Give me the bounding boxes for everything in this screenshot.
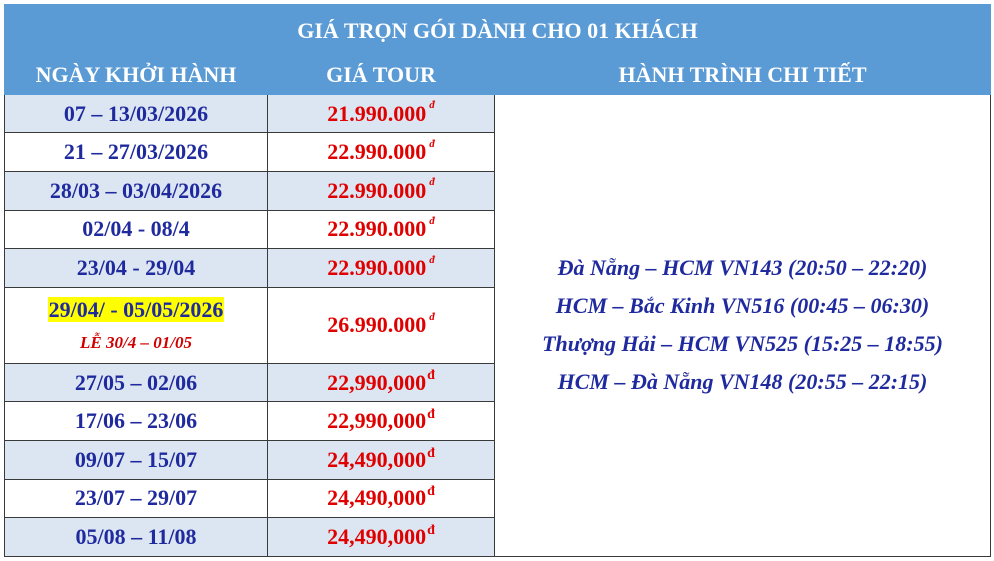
departure-date: 23/04 - 29/04	[5, 249, 268, 288]
currency-symbol: đ	[427, 522, 435, 538]
tour-price	[268, 402, 495, 441]
table-title: GIÁ TRỌN GÓI DÀNH CHO 01 KHÁCH	[5, 5, 991, 57]
itinerary-line: Thượng Hải – HCM VN525 (15:25 – 18:55)	[542, 331, 943, 357]
price-value: 22,990,000	[327, 369, 427, 395]
price-value: 24,490,000	[327, 485, 427, 511]
holiday-note: LỄ 30/4 – 01/05	[80, 333, 192, 353]
tour-price	[268, 94, 495, 133]
header-tour-price: GIÁ TOUR	[268, 56, 495, 94]
departure-date: 23/07 – 29/07	[5, 479, 268, 518]
price-value: 22.990.000	[327, 139, 427, 165]
header-itinerary: HÀNH TRÌNH CHI TIẾT	[495, 56, 991, 94]
departure-date-holiday	[5, 287, 268, 363]
itinerary-line: HCM – Bắc Kinh VN516 (00:45 – 06:30)	[555, 293, 930, 319]
price-value: 22.990.000	[327, 177, 427, 203]
tour-price-table	[4, 4, 991, 557]
tour-price	[268, 518, 495, 557]
tour-price	[268, 133, 495, 172]
itinerary-cell	[495, 94, 991, 556]
departure-date: 28/03 – 03/04/2026	[5, 171, 268, 210]
highlighted-date: 29/04/ - 05/05/2026	[48, 297, 224, 323]
currency-symbol: đ	[427, 368, 435, 384]
header-departure-date: NGÀY KHỞI HÀNH	[5, 56, 268, 94]
table-title-row	[5, 5, 991, 57]
currency-symbol: đ	[427, 484, 435, 500]
price-value: 24,490,000	[327, 524, 427, 550]
tour-price	[268, 363, 495, 402]
price-value: 22.990.000	[327, 254, 427, 280]
currency-symbol: đ	[427, 445, 435, 461]
tour-price	[268, 479, 495, 518]
price-value: 22.990.000	[327, 216, 427, 242]
departure-date: 21 – 27/03/2026	[5, 133, 268, 172]
tour-price	[268, 441, 495, 480]
tour-price	[268, 210, 495, 249]
currency-symbol: đ	[429, 176, 435, 189]
departure-date: 09/07 – 15/07	[5, 441, 268, 480]
itinerary-line: Đà Nẵng – HCM VN143 (20:50 – 22:20)	[557, 255, 928, 281]
currency-symbol: đ	[427, 406, 435, 422]
itinerary-line: HCM – Đà Nẵng VN148 (20:55 – 22:15)	[557, 369, 928, 395]
price-value: 22,990,000	[327, 408, 427, 434]
departure-date: 02/04 - 08/4	[5, 210, 268, 249]
currency-symbol: đ	[429, 137, 435, 150]
price-value: 21.990.000	[327, 100, 427, 126]
tour-price	[268, 249, 495, 288]
currency-symbol: đ	[429, 214, 435, 227]
table-header-row	[5, 56, 991, 94]
departure-date: 07 – 13/03/2026	[5, 94, 268, 133]
tour-price	[268, 287, 495, 363]
tour-price-table-container	[4, 4, 990, 557]
price-value: 26.990.000	[327, 312, 427, 338]
departure-date: 27/05 – 02/06	[5, 363, 268, 402]
currency-symbol: đ	[429, 99, 435, 112]
tour-price	[268, 171, 495, 210]
departure-date: 05/08 – 11/08	[5, 518, 268, 557]
table-row	[5, 94, 991, 133]
currency-symbol: đ	[429, 253, 435, 266]
currency-symbol: đ	[429, 310, 435, 323]
price-value: 24,490,000	[327, 446, 427, 472]
departure-date: 17/06 – 23/06	[5, 402, 268, 441]
